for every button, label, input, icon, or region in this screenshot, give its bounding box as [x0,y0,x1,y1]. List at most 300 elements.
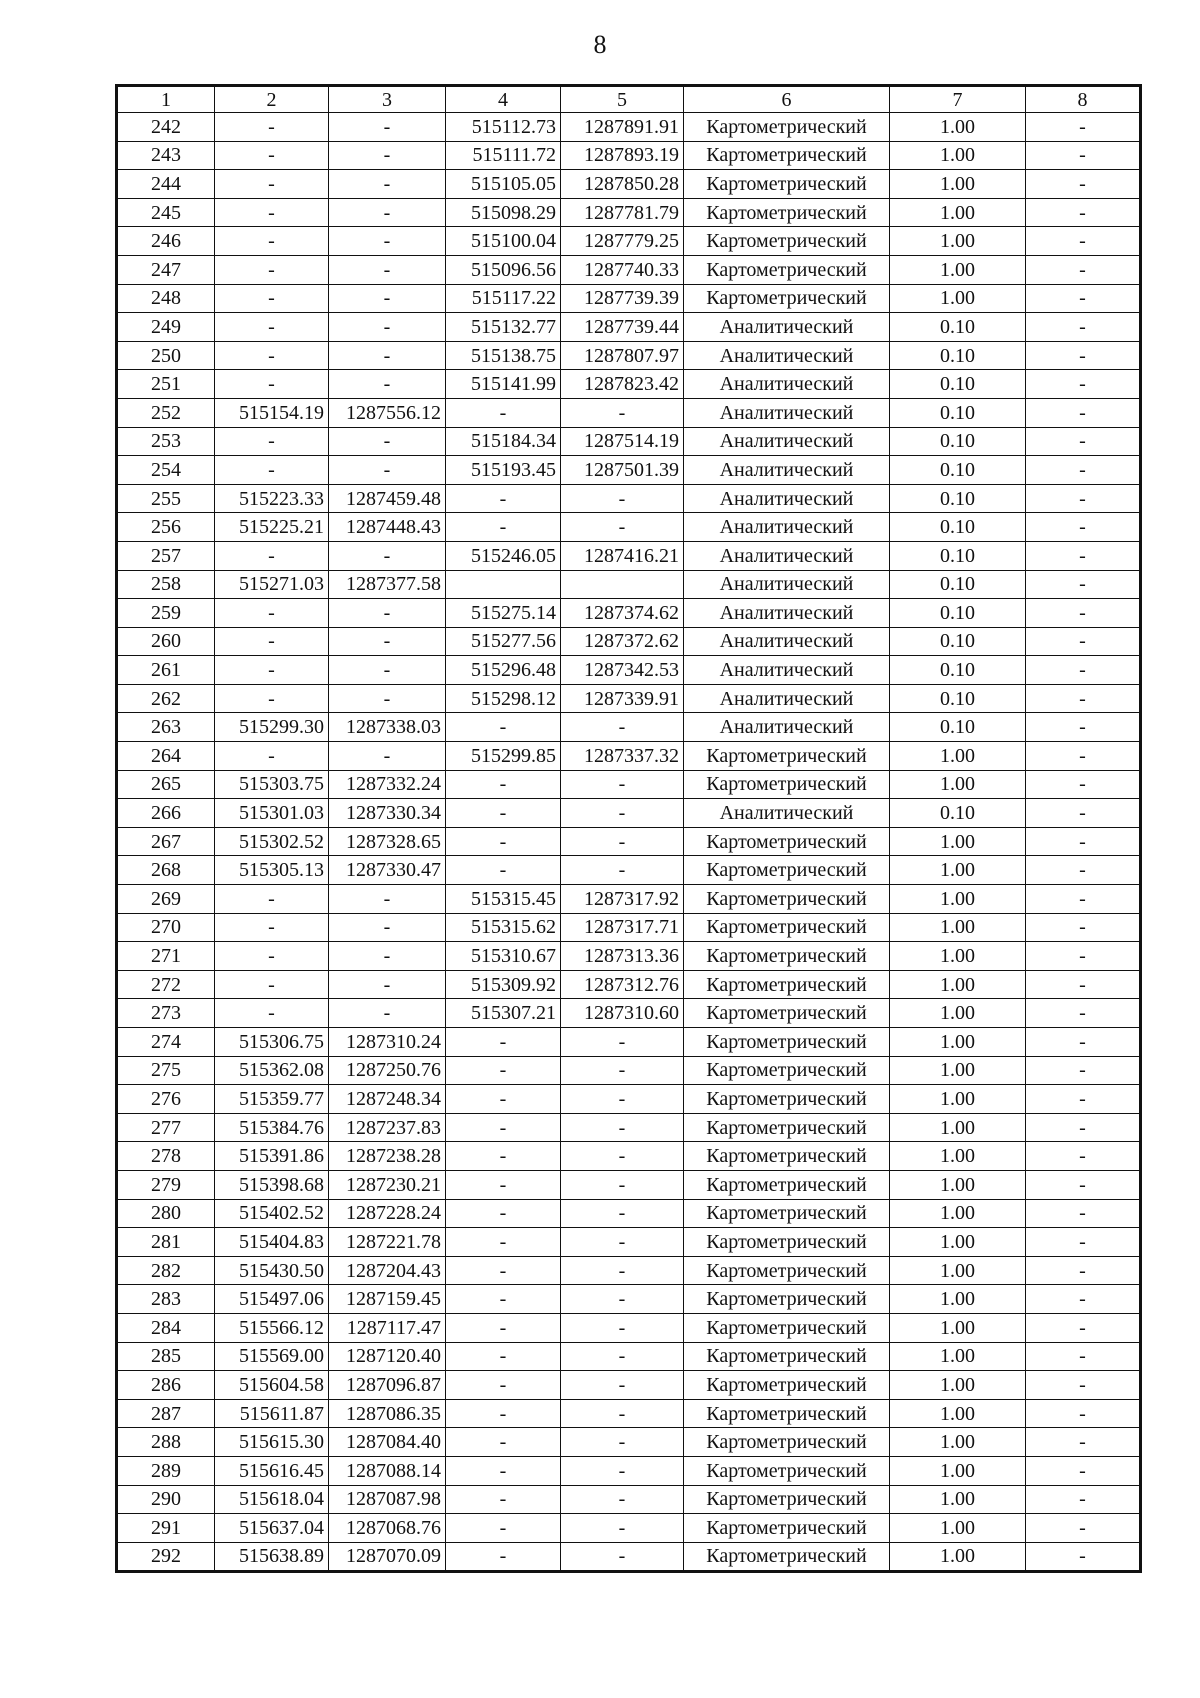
y-old-cell: - [329,913,446,942]
y-old-cell: - [329,942,446,971]
note-cell: - [1026,713,1141,742]
y-new-cell: - [561,1514,684,1543]
y-new-cell: - [561,1456,684,1485]
table-row [117,742,1141,771]
x-old-cell: 515604.58 [215,1371,329,1400]
note-cell: - [1026,942,1141,971]
y-old-cell: - [329,999,446,1028]
y-new-cell: 1287514.19 [561,427,684,456]
method-cell: Аналитический [684,656,890,685]
x-old-cell: 515299.30 [215,713,329,742]
note-cell: - [1026,770,1141,799]
x-old-cell: 515271.03 [215,570,329,599]
x-new-cell: - [446,1399,561,1428]
method-cell: Картометрический [684,1113,890,1142]
x-new-cell: 515096.56 [446,255,561,284]
method-cell: Аналитический [684,684,890,713]
note-cell: - [1026,1399,1141,1428]
x-new-cell: 515141.99 [446,370,561,399]
note-cell: - [1026,799,1141,828]
point-number-cell: 270 [117,913,215,942]
point-number-cell: 286 [117,1371,215,1400]
y-new-cell: - [561,1313,684,1342]
method-cell: Картометрический [684,827,890,856]
y-new-cell: - [561,770,684,799]
table-row [117,1542,1141,1572]
accuracy-cell: 0.10 [890,398,1026,427]
note-cell: - [1026,398,1141,427]
y-new-cell: - [561,799,684,828]
x-new-cell [446,570,561,599]
method-cell: Картометрический [684,1342,890,1371]
y-new-cell: - [561,827,684,856]
point-number-cell: 255 [117,484,215,513]
x-new-cell: - [446,1456,561,1485]
table-body [117,113,1141,1572]
table-row [117,284,1141,313]
method-cell: Картометрический [684,885,890,914]
point-number-cell: 277 [117,1113,215,1142]
x-new-cell: - [446,799,561,828]
table-row [117,1170,1141,1199]
accuracy-cell: 0.10 [890,313,1026,342]
y-old-cell: - [329,742,446,771]
y-new-cell: - [561,398,684,427]
accuracy-cell: 1.00 [890,1485,1026,1514]
y-old-cell: 1287087.98 [329,1485,446,1514]
x-new-cell: - [446,1056,561,1085]
point-number-cell: 284 [117,1313,215,1342]
y-old-cell: 1287228.24 [329,1199,446,1228]
accuracy-cell: 1.00 [890,942,1026,971]
x-new-cell: - [446,1170,561,1199]
note-cell: - [1026,1313,1141,1342]
note-cell: - [1026,1285,1141,1314]
accuracy-cell: 1.00 [890,1056,1026,1085]
x-old-cell: 515430.50 [215,1256,329,1285]
point-number-cell: 271 [117,942,215,971]
point-number-cell: 248 [117,284,215,313]
y-old-cell: - [329,141,446,170]
note-cell: - [1026,1485,1141,1514]
y-old-cell: 1287238.28 [329,1142,446,1171]
y-new-cell: - [561,1028,684,1057]
y-old-cell: - [329,656,446,685]
accuracy-cell: 1.00 [890,885,1026,914]
x-old-cell: 515225.21 [215,513,329,542]
accuracy-cell: 1.00 [890,1542,1026,1572]
point-number-cell: 266 [117,799,215,828]
y-new-cell: 1287416.21 [561,541,684,570]
y-new-cell: - [561,1142,684,1171]
y-old-cell: 1287086.35 [329,1399,446,1428]
y-new-cell: - [561,1199,684,1228]
y-new-cell [561,570,684,599]
point-number-cell: 278 [117,1142,215,1171]
column-header: 8 [1026,86,1141,113]
x-old-cell: - [215,170,329,199]
table-row [117,1056,1141,1085]
x-old-cell: 515637.04 [215,1514,329,1543]
accuracy-cell: 0.10 [890,599,1026,628]
accuracy-cell: 1.00 [890,1428,1026,1457]
accuracy-cell: 1.00 [890,827,1026,856]
y-old-cell: - [329,227,446,256]
y-old-cell: - [329,885,446,914]
method-cell: Картометрический [684,1199,890,1228]
x-new-cell: - [446,1028,561,1057]
point-number-cell: 279 [117,1170,215,1199]
x-old-cell: 515402.52 [215,1199,329,1228]
y-old-cell: - [329,198,446,227]
note-cell: - [1026,341,1141,370]
x-old-cell: - [215,656,329,685]
method-cell: Аналитический [684,513,890,542]
y-new-cell: 1287740.33 [561,255,684,284]
x-old-cell: - [215,427,329,456]
x-old-cell: - [215,999,329,1028]
x-old-cell: - [215,284,329,313]
point-number-cell: 290 [117,1485,215,1514]
note-cell: - [1026,1428,1141,1457]
y-old-cell: 1287330.34 [329,799,446,828]
point-number-cell: 276 [117,1085,215,1114]
note-cell: - [1026,1056,1141,1085]
x-new-cell: - [446,1113,561,1142]
table-row [117,541,1141,570]
y-new-cell: - [561,1085,684,1114]
note-cell: - [1026,284,1141,313]
point-number-cell: 274 [117,1028,215,1057]
y-new-cell: - [561,1342,684,1371]
table-row [117,856,1141,885]
table-row [117,113,1141,142]
method-cell: Аналитический [684,713,890,742]
y-old-cell: - [329,627,446,656]
accuracy-cell: 0.10 [890,656,1026,685]
accuracy-cell: 1.00 [890,1456,1026,1485]
y-new-cell: 1287850.28 [561,170,684,199]
point-number-cell: 245 [117,198,215,227]
y-new-cell: - [561,1542,684,1572]
y-old-cell: 1287332.24 [329,770,446,799]
table-row [117,885,1141,914]
note-cell: - [1026,913,1141,942]
note-cell: - [1026,656,1141,685]
y-new-cell: - [561,713,684,742]
table-row [117,970,1141,999]
accuracy-cell: 1.00 [890,141,1026,170]
x-new-cell: - [446,1142,561,1171]
x-old-cell: 515359.77 [215,1085,329,1114]
table-row [117,255,1141,284]
y-new-cell: 1287823.42 [561,370,684,399]
point-number-cell: 242 [117,113,215,142]
point-number-cell: 244 [117,170,215,199]
x-new-cell: - [446,1514,561,1543]
table-row [117,1199,1141,1228]
table-row [117,1371,1141,1400]
x-new-cell: 515132.77 [446,313,561,342]
x-old-cell: 515566.12 [215,1313,329,1342]
x-new-cell: - [446,1085,561,1114]
note-cell: - [1026,1456,1141,1485]
method-cell: Аналитический [684,398,890,427]
accuracy-cell: 0.10 [890,341,1026,370]
y-old-cell: 1287330.47 [329,856,446,885]
note-cell: - [1026,1342,1141,1371]
x-new-cell: - [446,1256,561,1285]
point-number-cell: 288 [117,1428,215,1457]
table-row [117,1285,1141,1314]
accuracy-cell: 0.10 [890,541,1026,570]
point-number-cell: 287 [117,1399,215,1428]
x-old-cell: - [215,541,329,570]
x-new-cell: 515184.34 [446,427,561,456]
y-new-cell: 1287891.91 [561,113,684,142]
point-number-cell: 292 [117,1542,215,1572]
method-cell: Аналитический [684,599,890,628]
x-old-cell: 515497.06 [215,1285,329,1314]
table-row [117,627,1141,656]
x-new-cell: - [446,856,561,885]
x-old-cell: - [215,341,329,370]
accuracy-cell: 1.00 [890,1285,1026,1314]
y-new-cell: - [561,1170,684,1199]
point-number-cell: 268 [117,856,215,885]
x-new-cell: - [446,827,561,856]
x-new-cell: - [446,1428,561,1457]
y-new-cell: - [561,856,684,885]
x-new-cell: 515117.22 [446,284,561,313]
column-header: 6 [684,86,890,113]
y-old-cell: - [329,370,446,399]
y-new-cell: 1287337.32 [561,742,684,771]
x-old-cell: 515618.04 [215,1485,329,1514]
note-cell: - [1026,541,1141,570]
point-number-cell: 261 [117,656,215,685]
note-cell: - [1026,255,1141,284]
table-row [117,1028,1141,1057]
method-cell: Картометрический [684,856,890,885]
x-new-cell: - [446,1542,561,1572]
x-old-cell: - [215,970,329,999]
y-old-cell: 1287117.47 [329,1313,446,1342]
note-cell: - [1026,456,1141,485]
y-new-cell: 1287317.71 [561,913,684,942]
y-old-cell: 1287159.45 [329,1285,446,1314]
point-number-cell: 260 [117,627,215,656]
method-cell: Картометрический [684,1170,890,1199]
accuracy-cell: 0.10 [890,456,1026,485]
accuracy-cell: 1.00 [890,770,1026,799]
x-new-cell: 515307.21 [446,999,561,1028]
x-new-cell: 515098.29 [446,198,561,227]
point-number-cell: 280 [117,1199,215,1228]
method-cell: Картометрический [684,1428,890,1457]
page-number: 8 [593,30,607,59]
y-new-cell: - [561,1285,684,1314]
note-cell: - [1026,170,1141,199]
y-old-cell: 1287084.40 [329,1428,446,1457]
method-cell: Картометрический [684,1514,890,1543]
y-old-cell: - [329,313,446,342]
y-old-cell: - [329,284,446,313]
table-row [117,599,1141,628]
note-cell: - [1026,198,1141,227]
point-number-cell: 269 [117,885,215,914]
x-new-cell: - [446,1199,561,1228]
x-old-cell: - [215,599,329,628]
method-cell: Картометрический [684,1256,890,1285]
table-row [117,1228,1141,1257]
accuracy-cell: 1.00 [890,1342,1026,1371]
x-old-cell: - [215,113,329,142]
y-new-cell: 1287342.53 [561,656,684,685]
x-old-cell: 515391.86 [215,1142,329,1171]
note-cell: - [1026,1228,1141,1257]
accuracy-cell: 0.10 [890,513,1026,542]
y-new-cell: 1287312.76 [561,970,684,999]
note-cell: - [1026,999,1141,1028]
method-cell: Аналитический [684,341,890,370]
y-old-cell: 1287221.78 [329,1228,446,1257]
table-row [117,999,1141,1028]
y-new-cell: - [561,513,684,542]
accuracy-cell: 1.00 [890,1514,1026,1543]
x-old-cell: 515154.19 [215,398,329,427]
note-cell: - [1026,1542,1141,1572]
accuracy-cell: 0.10 [890,799,1026,828]
accuracy-cell: 0.10 [890,684,1026,713]
point-number-cell: 247 [117,255,215,284]
x-old-cell: 515638.89 [215,1542,329,1572]
point-number-cell: 249 [117,313,215,342]
x-new-cell: 515315.45 [446,885,561,914]
x-new-cell: 515298.12 [446,684,561,713]
table-row [117,1456,1141,1485]
table-row [117,141,1141,170]
y-new-cell: - [561,1256,684,1285]
x-old-cell: - [215,198,329,227]
y-old-cell: - [329,341,446,370]
table-row [117,313,1141,342]
x-old-cell: - [215,913,329,942]
method-cell: Аналитический [684,484,890,513]
note-cell: - [1026,885,1141,914]
x-new-cell: - [446,398,561,427]
x-old-cell: 515306.75 [215,1028,329,1057]
y-new-cell: 1287310.60 [561,999,684,1028]
y-old-cell: - [329,170,446,199]
y-new-cell: 1287739.44 [561,313,684,342]
note-cell: - [1026,827,1141,856]
y-old-cell: - [329,599,446,628]
method-cell: Картометрический [684,1228,890,1257]
x-new-cell: - [446,1371,561,1400]
x-new-cell: - [446,1313,561,1342]
method-cell: Картометрический [684,913,890,942]
point-number-cell: 272 [117,970,215,999]
x-new-cell: 515112.73 [446,113,561,142]
accuracy-cell: 1.00 [890,913,1026,942]
point-number-cell: 291 [117,1514,215,1543]
x-new-cell: 515193.45 [446,456,561,485]
note-cell: - [1026,1085,1141,1114]
y-new-cell: - [561,484,684,513]
point-number-cell: 259 [117,599,215,628]
y-old-cell: - [329,456,446,485]
x-old-cell: 515362.08 [215,1056,329,1085]
accuracy-cell: 1.00 [890,1142,1026,1171]
y-old-cell: - [329,684,446,713]
accuracy-cell: 1.00 [890,1371,1026,1400]
method-cell: Картометрический [684,170,890,199]
note-cell: - [1026,599,1141,628]
table-row [117,570,1141,599]
y-new-cell: 1287779.25 [561,227,684,256]
method-cell: Картометрический [684,1485,890,1514]
column-header: 3 [329,86,446,113]
accuracy-cell: 1.00 [890,1028,1026,1057]
table-row [117,1485,1141,1514]
y-old-cell: - [329,255,446,284]
accuracy-cell: 1.00 [890,170,1026,199]
accuracy-cell: 1.00 [890,1085,1026,1114]
x-old-cell: 515384.76 [215,1113,329,1142]
accuracy-cell: 1.00 [890,856,1026,885]
note-cell: - [1026,684,1141,713]
point-number-cell: 253 [117,427,215,456]
x-new-cell: 515277.56 [446,627,561,656]
method-cell: Картометрический [684,999,890,1028]
y-new-cell: - [561,1399,684,1428]
point-number-cell: 243 [117,141,215,170]
table-row [117,1342,1141,1371]
y-old-cell: - [329,113,446,142]
accuracy-cell: 1.00 [890,255,1026,284]
point-number-cell: 273 [117,999,215,1028]
method-cell: Картометрический [684,1399,890,1428]
x-old-cell: 515611.87 [215,1399,329,1428]
y-old-cell: 1287120.40 [329,1342,446,1371]
header-row [117,86,1141,113]
table-row [117,1256,1141,1285]
x-new-cell: 515309.92 [446,970,561,999]
note-cell: - [1026,227,1141,256]
accuracy-cell: 0.10 [890,427,1026,456]
table-row [117,1428,1141,1457]
table-row [117,198,1141,227]
x-new-cell: - [446,713,561,742]
method-cell: Аналитический [684,456,890,485]
accuracy-cell: 1.00 [890,1228,1026,1257]
y-new-cell: 1287372.62 [561,627,684,656]
table-row [117,513,1141,542]
accuracy-cell: 1.00 [890,999,1026,1028]
point-number-cell: 265 [117,770,215,799]
y-old-cell: 1287377.58 [329,570,446,599]
point-number-cell: 251 [117,370,215,399]
point-number-cell: 246 [117,227,215,256]
method-cell: Картометрический [684,227,890,256]
y-new-cell: - [561,1056,684,1085]
accuracy-cell: 0.10 [890,713,1026,742]
note-cell: - [1026,742,1141,771]
x-new-cell: - [446,1285,561,1314]
note-cell: - [1026,1371,1141,1400]
note-cell: - [1026,513,1141,542]
